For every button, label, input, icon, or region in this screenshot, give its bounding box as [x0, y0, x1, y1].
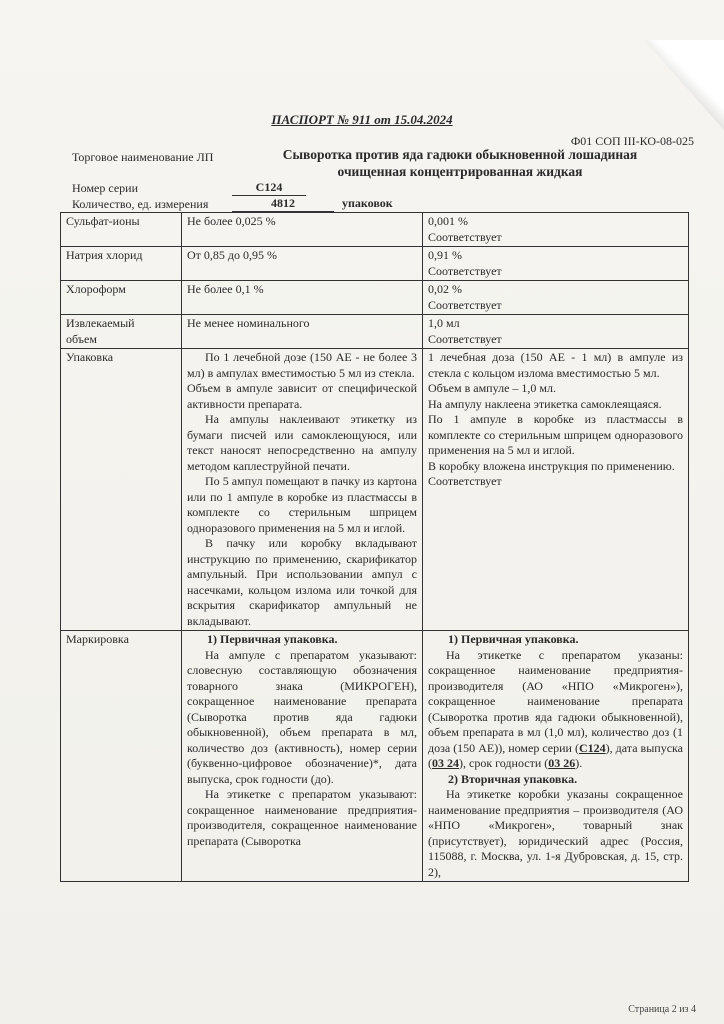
param-result: 0,02 % Соответствует [423, 281, 689, 315]
quantity-value: 4812 [232, 196, 334, 212]
param-name: Извлекаемый объем [61, 315, 182, 349]
table-row [61, 281, 689, 315]
quantity-label: Количество, ед. измерения [72, 197, 209, 211]
table-row [61, 349, 689, 631]
param-name: Хлороформ [61, 281, 182, 315]
param-name: Натрия хлорид [61, 247, 182, 281]
param-norm: По 1 лечебной дозе (150 АЕ - не более 3 мл) в ампулах вместимостью 5 мл из стекла. Объем в ампуле зависит от специфической активности препарата. На ампулы наклеивают этикетку из бумаги писчей или самоклеющуюся, или текст наносят непосредственно на ампулу методом каплеструйной печати. По 5 ампул помещают в пачку из картона или по 1 ампуле в коробке из пластмассы в комплекте со стерильным шприцем одноразового применения на 5 мл и иглой. В пачку или коробку вкладывают инструкцию по применению, скарификатор ампульный. При использовании ампул с насечками, кольцом излома или точкой для вскрытия скарификатор ампульный не вкладывают. [182, 349, 423, 631]
param-result: 1) Первичная упаковка. На этикетке с препаратом указаны: сокращенное наименование предприятия-производителя (АО «НПО «Микроген»), сокращенное наименование препарата (Сыворотка против яда гадюки обыкновенной), объем препарата в мл (1,0 мл), количество доз (1 доза (150 АЕ)), номер серии (С124), дата выпуска (03 24), срок годности (03 26). 2) Вторичная упаковка. На этикетке коробки указаны сокращенное наименование предприятия – производителя (АО «НПО «Микроген», товарный знак (присутствует), юридический адрес (Россия, 115088, г. Москва, ул. 1-я Дубровская, д. 15, стр. 2), [423, 631, 689, 882]
param-norm: Не более 0,1 % [182, 281, 423, 315]
param-result: 1,0 мл Соответствует [423, 315, 689, 349]
series-label: Номер серии [72, 181, 138, 195]
param-norm: От 0,85 до 0,95 % [182, 247, 423, 281]
table-row [61, 247, 689, 281]
param-result: 1 лечебная доза (150 АЕ - 1 мл) в ампуле из стекла с кольцом излома вместимостью 5 мл. Объем в ампуле – 1,0 мл. На ампулу наклеена этикетка самоклеящаяся. По 1 ампуле в коробке из пластмассы в комплекте со стерильным шприцем одноразового применения на 5 мл и иглой. В коробку вложена инструкция по применению. Соответствует [423, 349, 689, 631]
form-code: Ф01 СОП III-КО-08-025 [570, 134, 694, 148]
page-footer: Страница 2 из 4 [628, 1004, 696, 1015]
param-result: 0,001 % Соответствует [423, 213, 689, 247]
passport-title: ПАСПОРТ № 911 от 15.04.2024 [271, 112, 453, 127]
param-norm: Не менее номинального [182, 315, 423, 349]
param-norm: Не более 0,025 % [182, 213, 423, 247]
quantity-unit: упаковок [342, 196, 393, 210]
trade-name-label: Торговое наименование ЛП [72, 150, 214, 164]
table-row [61, 631, 689, 882]
param-norm: 1) Первичная упаковка. На ампуле с препаратом указывают: словесную составляющую обозначения товарного знака (МИКРОГЕН), сокращенное наименование препарата (Сыворотка против яда гадюки обыкновенной), объем препарата в мл, количество доз (активность), номер серии (буквенно-цифровое обозначение)*, дата выпуска, срок годности (до). На этикетке с препаратом указывают: сокращенное наименование предприятия-производителя, сокращенное наименование препарата (Сыворотка [182, 631, 423, 882]
table-row [61, 213, 689, 247]
param-name: Сульфат-ионы [61, 213, 182, 247]
table-row [61, 315, 689, 349]
series-value: С124 [232, 180, 306, 196]
param-result: 0,91 % Соответствует [423, 247, 689, 281]
param-name: Маркировка [61, 631, 182, 882]
trade-name: Сыворотка против яда гадюки обыкновенной лошадиная очищенная концентрированная жидкая [282, 147, 638, 179]
param-name: Упаковка [61, 349, 182, 631]
spec-table [60, 212, 689, 882]
